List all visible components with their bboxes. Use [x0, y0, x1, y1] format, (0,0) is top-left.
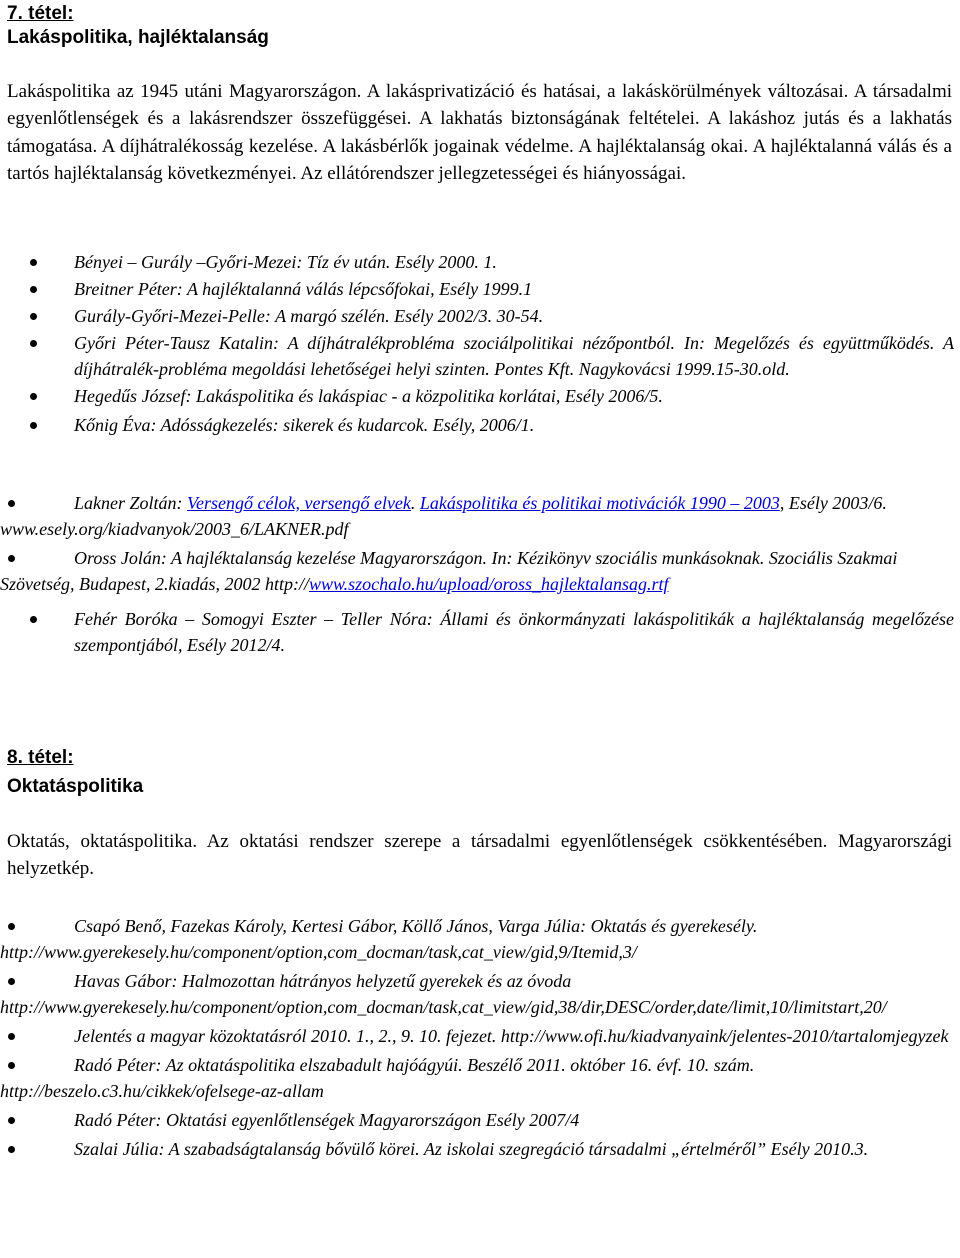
bullet-icon — [30, 616, 37, 623]
section-7-intro — [0, 78, 952, 188]
bullet-icon — [30, 313, 37, 320]
bullet-icon — [8, 500, 15, 507]
list-item: Bényei – Gurály –Győri-Mezei: Tíz év után. Esély 2000. 1. — [0, 249, 960, 275]
section-7-references — [0, 249, 960, 441]
list-item: Radó Péter: Oktatási egyenlőtlenségek Magyarországon Esély 2007/4 — [0, 1107, 955, 1133]
bullet-icon — [30, 393, 37, 400]
bullet-icon — [8, 1146, 15, 1153]
list-item: Gurály-Győri-Mezei-Pelle: A margó szélén. Esély 2002/3. 30-54. — [0, 303, 960, 329]
list-item: Fehér Boróka – Somogyi Eszter – Teller Nóra: Állami és önkormányzati lakáspolitikák a hajléktalanság megelőzése szempontjából, Esély 2012/4. — [0, 606, 960, 658]
section-number: 7. tétel: — [7, 3, 74, 24]
link-oross-pdf[interactable]: www.szochalo.hu/upload/oross_hajlektalansag.rtf — [308, 574, 669, 594]
list-item: Csapó Benő, Fazekas Károly, Kertesi Gábor, Köllő János, Varga Júlia: Oktatás és gyerekesély. http://www.gyerekesely.hu/component/option,com_docman/task,cat_view/gid,9/Itemid,3/ — [0, 916, 758, 962]
list-item: Jelentés a magyar közoktatásról 2010. 1., 2., 9. 10. fejezet. http://www.ofi.hu/kiadvanyaink/jelentes-2010/tartalomjegyzek — [0, 1023, 955, 1049]
bullet-icon — [30, 286, 37, 293]
link-versengo-celok[interactable]: Versengő célok, versengő elvek — [187, 493, 411, 513]
bullet-icon — [30, 340, 37, 347]
section-8-intro — [0, 828, 952, 883]
list-item: Lakner Zoltán: Versengő célok, versengő elvek. Lakáspolitika és politikai motivációk 1990 – 2003, Esély 2003/6. www.esely.org/kiadvanyok/2003_6/LAKNER.pdf — [0, 493, 887, 539]
link-lakaspolitika-motivaciok[interactable]: Lakáspolitika és politikai motivációk 1990 – 2003 — [419, 493, 780, 513]
section-7-references-continued — [0, 490, 950, 600]
list-item: Hegedűs József: Lakáspolitika és lakáspiac - a közpolitika korlátai, Esély 2006/5. — [0, 383, 960, 409]
list-item: Győri Péter-Tausz Katalin: A díjhátralékprobléma szociálpolitikai nézőpontból. In: Megelőzés és együttműködés. A díjhátralék-probléma megoldási lehetőségei helyi szinten. Pontes Kft. Nagykovácsi 1999.15-30.old. — [0, 330, 960, 382]
section-title: Lakáspolitika, hajléktalanság — [7, 27, 269, 48]
bullet-icon — [30, 259, 37, 266]
list-item: Radó Péter: Az oktatáspolitika elszabadult hajóágyúi. Beszélő 2011. október 16. évf. 10. szám. http://beszelo.c3.hu/cikkek/ofelsege-az-allam — [0, 1055, 755, 1101]
section-title: Oktatáspolitika — [7, 776, 144, 797]
intro-paragraph: Oktatás, oktatáspolitika. Az oktatási rendszer szerepe a társadalmi egyenlőtlenségek csökkentésében. Magyarországi helyzetkép. — [7, 831, 952, 880]
bullet-icon — [8, 923, 15, 930]
list-item: Breitner Péter: A hajléktalanná válás lépcsőfokai, Esély 1999.1 — [0, 276, 960, 302]
section-8 — [0, 746, 143, 799]
bullet-icon — [8, 1117, 15, 1124]
section-number: 8. tétel: — [7, 747, 74, 768]
section-7-reference-feher — [0, 606, 960, 658]
list-item: Oross Jolán: A hajléktalanság kezelése Magyarországon. In: Kézikönyv szociális munkásoknak. Szociális Szakmai Szövetség, Budapest, 2.kiadás, 2002 http://www.szochalo.hu/upload/oross_hajlektalansag.rtf — [0, 548, 898, 594]
list-item: Szalai Júlia: A szabadságtalanság bővülő körei. Az iskolai szegregáció társadalmi „értelméről” Esély 2010.3. — [0, 1136, 955, 1162]
bullet-icon — [8, 1062, 15, 1069]
bullet-icon — [8, 1033, 15, 1040]
bullet-icon — [30, 422, 37, 429]
bullet-icon — [8, 555, 15, 562]
bullet-icon — [8, 978, 15, 985]
section-7 — [0, 2, 269, 50]
list-item: Havas Gábor: Halmozottan hátrányos helyzetű gyerekek és az óvoda http://www.gyerekesely.hu/component/option,com_docman/task,cat_view/gid,38/dir,DESC/order,date/limit,10/limitstart,20/ — [0, 971, 887, 1017]
list-item: Kőnig Éva: Adósságkezelés: sikerek és kudarcok. Esély, 2006/1. — [0, 412, 960, 438]
intro-paragraph: Lakáspolitika az 1945 utáni Magyarországon. A lakásprivatizáció és hatásai, a lakáskörülmények változásai. A társadalmi egyenlőtlenségek és a lakásrendszer összefüggései. A lakhatás biztonságának feltételei. A lakáshoz jutás és a lakhatás támogatása. A díjhátralékosság kezelése. A lakásbérlők jogainak védelme. A hajléktalanság okai. A hajléktalanná válás és a tartós hajléktalanság következményei. Az ellátórendszer jellegzetességei és hiányosságai. — [7, 81, 952, 185]
section-8-references — [0, 913, 955, 1162]
